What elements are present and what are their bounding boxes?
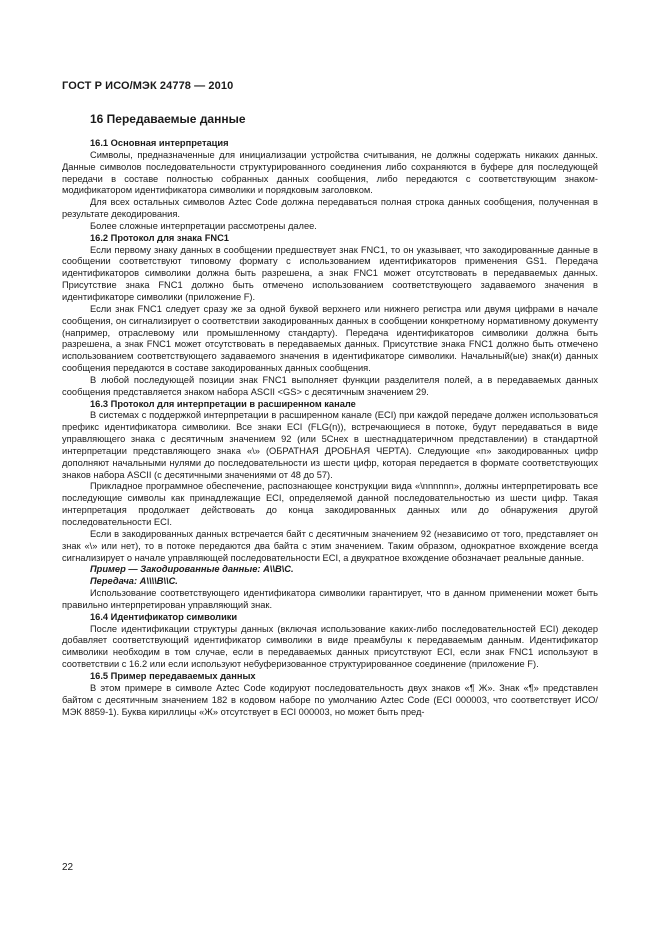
example-line: Пример — Закодированные данные: A\\B\C. xyxy=(90,564,294,575)
page-body xyxy=(62,112,598,718)
paragraph: Более сложные интерпретации рассмотрены далее. xyxy=(90,220,317,231)
subsection-heading: 16.1 Основная интерпретация xyxy=(90,138,229,148)
example-line: Передача: A\\\\B\\C. xyxy=(90,576,178,587)
subsection-heading: 16.4 Идентификатор символики xyxy=(90,611,238,622)
paragraph: Для всех остальных символов Aztec Code должна передаваться полная строка данных сообщения, полученная в результате декодирования. xyxy=(62,197,598,220)
paragraph: После идентификации структуры данных (включая использование каких-либо последовательностей ECI) декодер добавляет соответствующий идентификатор символики в виде преамбулы к передаваемым данным. Идентификатор символики необходим в том случае, если в передаваемых данных присутствуют ECI, если знак FNC1 используют в соответствии с 16.2 или если используют небуферизованное структурированное соединение (приложение F). xyxy=(62,623,598,670)
paragraph: В этом примере в символе Aztec Code кодируют последовательность двух знаков «¶ Ж». Знак «¶» представлен байтом с десятичным значением 182 в кодовом наборе по умолчанию Aztec Code (ECI 000003, что соответствует ИСО/МЭК 8859-1). Буква кириллицы «Ж» отсутствует в ECI 000003, но может быть пред- xyxy=(62,682,598,717)
paragraph: В любой последующей позиции знак FNC1 выполняет функции разделителя полей, а в передаваемых данных сообщения представляется знаком набора ASCII <GS> с десятичным значением 29. xyxy=(62,374,598,397)
paragraph: Если в закодированных данных встречается байт с десятичным значением 92 (независимо от того, представляет он знак «\» или нет), то в потоке передаются два байта с этим значением. Таким образом, однократное вхождение всегда сигнализирует о начале управляющей последовательности ECI, а двукратное вхождение обозначает реальные данные. xyxy=(62,528,598,563)
subsection-heading: 16.3 Протокол для интерпретации в расширенном канале xyxy=(90,398,356,409)
paragraph: Использование соответствующего идентификатора символики гарантирует, что в данном применении может быть правильно интерпретирован управляющий знак. xyxy=(62,588,598,610)
paragraph: Если знак FNC1 следует сразу же за одной буквой верхнего или нижнего регистра или двумя цифрами в начале сообщения, он сигнализирует о соответствии закодированных данных в сообщении конкретному нормативному документу (например, отраслевому или промышленному стандарту). Передача идентификаторов символики должна быть разрешена, а знак FNC1 может отсутствовать в передаваемых данных. Присутствие знака FNC1 должно быть отмечено использованием соответствующего задаваемого значения в идентификаторе символики. Начальный(ые) знак(и) данных сообщения передаются в составе закодированных данных сообщения. xyxy=(62,303,598,374)
paragraph: Прикладное программное обеспечение, распознающее конструкции вида «\nnnnnn», должны интерпретировать все последующие символы как принадлежащие ECI, определяемой данной последовательностью из шести цифр. Такая интерпретация продолжает действовать до конца закодированных данных или до обнаружения другой последовательности ECI. xyxy=(62,481,598,527)
paragraph: В системах с поддержкой интерпретации в расширенном канале (ECI) при каждой передаче должен использоваться префикс идентификатора символики. Все знаки ECI (FLG(n)), встречающиеся в потоке, будут передаваться в виде управляющего знака с десятичным значением 92 (или 5Cнех в шестнадцатеричном представлении) в стандартной интерпретации представляющего знака «\» (ОБРАТНАЯ ДРОБНАЯ ЧЕРТА). Следующие «n» закодированных цифр дополняют начальными нулями до последовательности из шести цифр, которая передается в формате соответствующих знаков набора ASCII (с десятичными значениями от 48 до 57). xyxy=(62,410,598,480)
document-header: ГОСТ Р ИСО/МЭК 24778 — 2010 xyxy=(62,80,234,92)
subsection-heading: 16.5 Пример передаваемых данных xyxy=(90,670,256,681)
paragraph: Если первому знаку данных в сообщении предшествует знак FNC1, то он указывает, что закодированные данные в сообщении соответствуют типовому формату с использованием идентификаторов применения GS1. Передача идентификаторов символики должна быть разрешена, а знак FNC1 может отсутствовать в передаваемых данных. Присутствие знака FNC1 должно быть отмечено использованием соответствующего задаваемого значения в идентификаторе символики (приложение F). xyxy=(62,244,598,302)
section-blocks xyxy=(62,138,598,718)
page-number: 22 xyxy=(62,862,74,873)
subsection-heading: 16.2 Протокол для знака FNC1 xyxy=(90,232,229,243)
section-title: 16 Передаваемые данные xyxy=(90,112,246,126)
paragraph: Символы, предназначенные для инициализации устройства считывания, не должны содержать никаких данных. Данные символов последовательности структурированного соединения либо сохраняются в буфере для последующей передачи в составе полностью собранных данных сообщения, либо передаются с соответствующим знаком-модификатором идентификатора символики и порядковым заголовком. xyxy=(62,149,598,196)
